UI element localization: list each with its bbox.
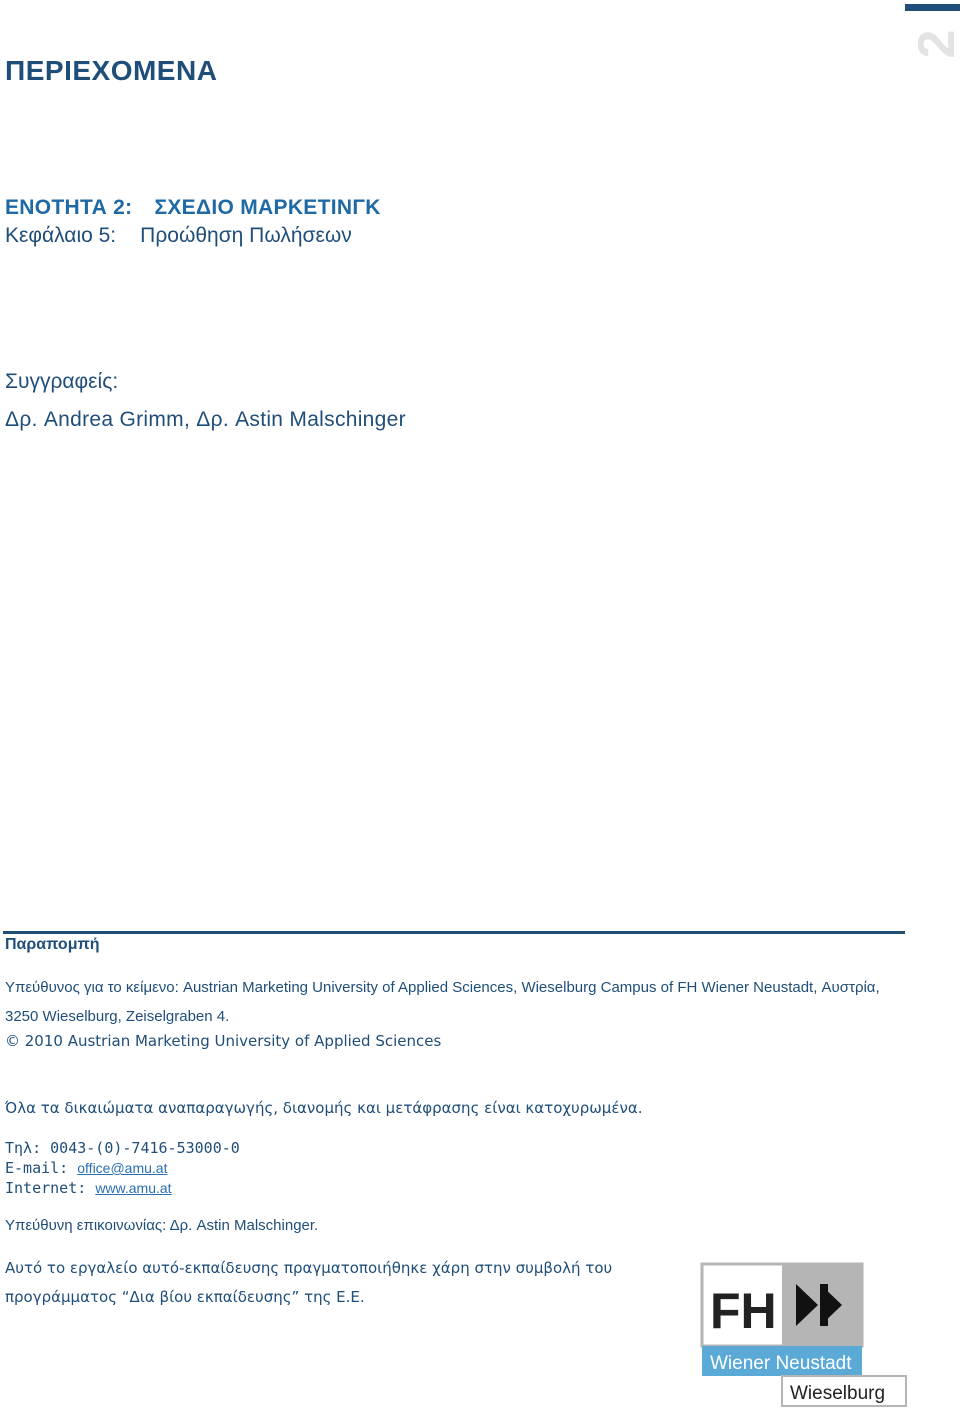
chapter-name: Προώθηση Πωλήσεων [140, 224, 352, 247]
phone-number: 0043-(0)-7416-53000-0 [50, 1139, 240, 1157]
contact-block [5, 1138, 240, 1198]
page-title: ΠΕΡΙΕΧΟΜΕΝΑ [5, 55, 218, 86]
unit-label: ΕΝΟΤΗΤΑ 2: [5, 196, 133, 219]
acknowledgement-text: Αυτό το εργαλείο αυτό-εκπαίδευσης πραγματοποιήθηκε χάρη στην συμβολή του προγράμματος “Δια βίου εκπαίδευσης” της Ε.Ε. [5, 1259, 613, 1306]
contact-person: Υπεύθυνη επικοινωνίας: Δρ. Astin Malschinger. [5, 1217, 319, 1234]
phone-line [5, 1138, 240, 1158]
page-number: 2 [908, 31, 966, 59]
unit-heading [5, 196, 381, 220]
internet-label: Internet: [5, 1179, 87, 1197]
fh-wiener-neustadt-logo [700, 1262, 908, 1408]
authors-names: Δρ. Andrea Grimm, Δρ. Astin Malschinger [5, 408, 406, 431]
chapter-label: Κεφάλαιο 5: [5, 224, 117, 247]
email-link[interactable]: office@amu.at [77, 1160, 168, 1176]
website-link[interactable]: www.amu.at [95, 1180, 172, 1196]
phone-label: Τηλ: [5, 1139, 42, 1157]
email-line [5, 1158, 240, 1178]
svg-text:Wiener Neustadt: Wiener Neustadt [710, 1353, 852, 1374]
internet-line [5, 1178, 240, 1198]
rights-notice: Όλα τα δικαιώματα αναπαραγωγής, διανομής και μετάφρασης είναι κατοχυρωμένα. [5, 1099, 643, 1117]
authors-label: Συγγραφείς: [5, 370, 119, 393]
reference-text: Υπεύθυνος για το κείμενο: Austrian Marketing University of Applied Sciences, Wieselburg Campus of FH Wiener Neustadt, Αυστρία, 3250 Wieselburg, Zeiselgraben 4. [5, 979, 880, 1025]
svg-text:FH: FH [710, 1283, 777, 1339]
chapter-heading [5, 224, 352, 248]
email-label: E-mail: [5, 1159, 69, 1177]
section-divider [3, 931, 905, 934]
unit-name: ΣΧΕΔΙΟ ΜΑΡΚΕΤΙΝΓΚ [154, 196, 381, 219]
reference-title: Παραπομπή [5, 936, 100, 953]
svg-text:Wieselburg: Wieselburg [790, 1383, 886, 1404]
copyright-notice: © 2010 Austrian Marketing University of Applied Sciences [5, 1032, 442, 1050]
corner-accent-bar [905, 4, 960, 11]
